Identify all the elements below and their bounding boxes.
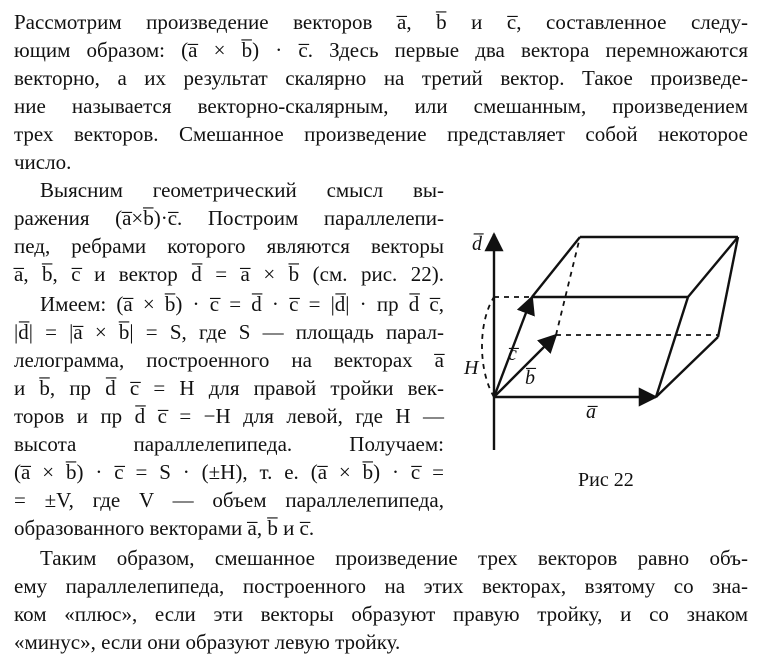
paragraph2-line-4: a̅, b̅, c̅ и вектор d̅ = a̅ × b̅ (см. рис. 22). (14, 262, 444, 286)
paragraph1-line-6: число. (14, 150, 72, 174)
paragraph1-line-3: векторно, а их результат скалярно на третий вектор. Такое произведе- (14, 66, 748, 90)
edge (718, 237, 738, 337)
paragraph3-line-5: торов и пр d̅ c̅ = −H для левой, где H — (14, 404, 444, 428)
paragraph1-line-4: ние называется векторно-скалярным, или смешанным, произведением (14, 94, 748, 118)
paragraph3-line-8: = ±V, где V — объем параллелепипеда, (14, 488, 444, 512)
paragraph2-line-3: пед, ребрами которого являются векторы (14, 234, 444, 258)
paragraph3-line-4: и b̅, пр d̅ c̅ = H для правой тройки век- (14, 376, 444, 400)
parallelepiped-figure (452, 222, 752, 472)
paragraph3-line-7: (a̅ × b̅) · c̅ = S · (±H), т. е. (a̅ × b̅) · c̅ = (14, 460, 444, 484)
figure-caption: Рис 22 (578, 469, 634, 491)
paragraph3-line-2: |d̅| = |a̅ × b̅| = S, где S — площадь парал- (14, 320, 444, 344)
label-d: d̅ (472, 233, 482, 255)
paragraph4-line-4: «минус», если они образуют левую тройку. (14, 630, 401, 654)
paragraph3-line-1: Имеем: (a̅ × b̅) · c̅ = d̅ · c̅ = |d̅| · пр d̅ c̅, (40, 292, 444, 316)
paragraph1-line-1: Рассмотрим произведение векторов a̅, b̅ и c̅, составленное следу- (14, 10, 748, 34)
edge (688, 237, 738, 297)
paragraph4-line-2: ему параллелепипеда, построенного на этих векторах, взятому со зна- (14, 574, 748, 598)
paragraph3-line-3: лелограмма, построенного на векторах a̅ (14, 348, 444, 372)
paragraph3-line-6: высота параллелепипеда. Получаем: (14, 432, 444, 456)
paragraph1-line-2: ющим образом: (a̅ × b̅) · c̅. Здесь первые два вектора перемножаются (14, 38, 748, 62)
paragraph4-line-1: Таким образом, смешанное произведение трех векторов равно объ- (40, 546, 748, 570)
height-arc (482, 297, 494, 397)
label-H: H (464, 357, 479, 379)
paragraph3-line-9: образованного векторами a̅, b̅ и c̅. (14, 516, 315, 540)
label-a: a̅ (586, 401, 596, 423)
paragraph2-line-2: ражения (a̅×b̅)·c̅. Построим параллелепи- (14, 206, 444, 230)
paragraph4-line-3: ком «плюс», если эти векторы образуют правую тройку, и со знаком (14, 602, 748, 626)
label-b: b̅ (525, 367, 535, 389)
label-c: c̅ (508, 343, 517, 365)
paragraph2-line-1: Выясним геометрический смысл вы- (40, 178, 444, 202)
paragraph1-line-5: трех векторов. Смешанное произведение представляет собой некоторое (14, 122, 748, 146)
